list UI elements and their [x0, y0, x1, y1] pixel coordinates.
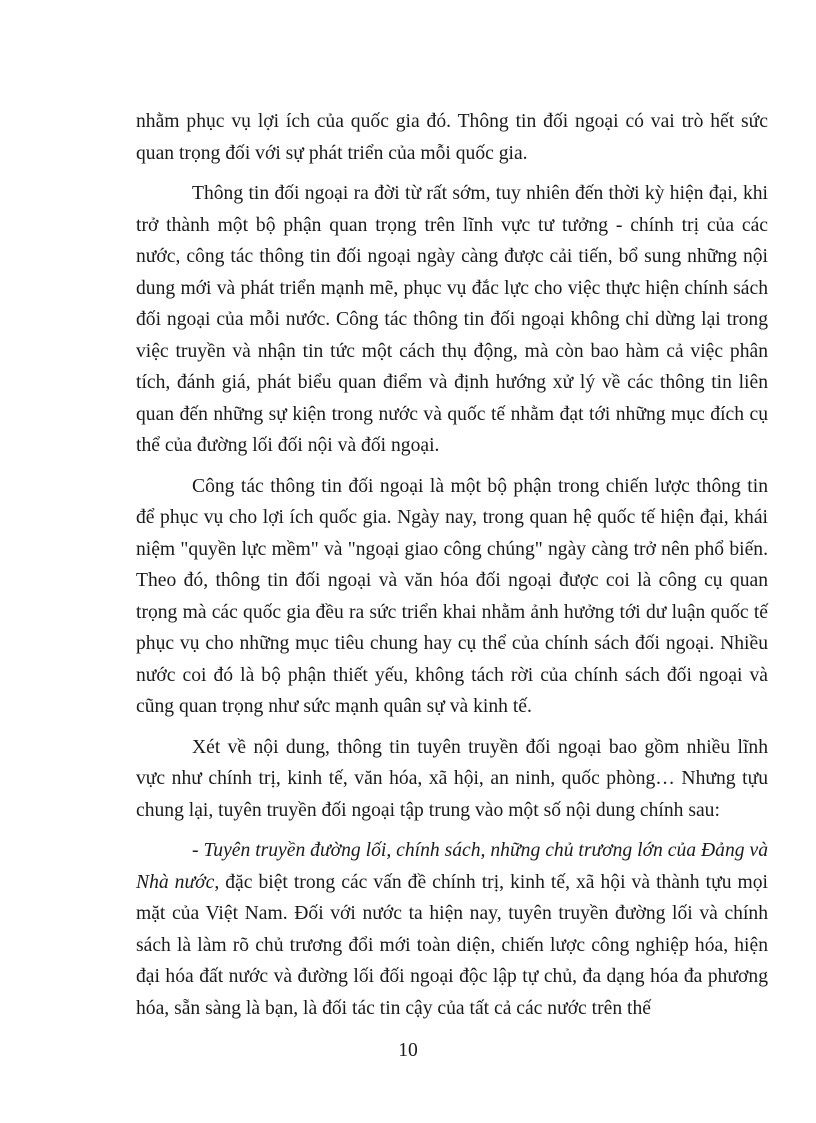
body-text: [136, 106, 768, 1024]
paragraph-4: Xét về nội dung, thông tin tuyên truyền đối ngoại bao gồm nhiều lĩnh vực như chính trị, kinh tế, văn hóa, xã hội, an ninh, quốc phòng… Nhưng tựu chung lại, tuyên truyền đối ngoại tập trung vào một số nội dung chính sau:: [136, 736, 768, 821]
paragraph-5-text: , đặc biệt trong các vấn đề chính trị, kinh tế, xã hội và thành tựu mọi mặt của Việt Nam. Đối với nước ta hiện nay, tuyên truyền đường lối và chính sách là làm rõ chủ trương đổi mới toàn diện, chiến lược công nghiệp hóa, hiện đại hóa đất nước và đường lối đối ngoại độc lập tự chủ, đa dạng hóa đa phương hóa, sẵn sàng là bạn, là đối tác tin cậy của tất cả các nước trên thế: [136, 871, 768, 1019]
paragraph-2: Thông tin đối ngoại ra đời từ rất sớm, tuy nhiên đến thời kỳ hiện đại, khi trở thành một bộ phận quan trọng trên lĩnh vực tư tưởng - chính trị của các nước, công tác thông tin đối ngoại ngày càng được cải tiến, bổ sung những nội dung mới và phát triển mạnh mẽ, phục vụ đắc lực cho việc thực hiện chính sách đối ngoại của mỗi nước. Công tác thông tin đối ngoại không chỉ dừng lại trong việc truyền và nhận tin tức một cách thụ động, mà còn bao hàm cả việc phân tích, đánh giá, phát biểu quan điểm và định hướng xử lý về các thông tin liên quan đến những sự kiện trong nước và quốc tế nhằm đạt tới những mục đích cụ thể của đường lối đối nội và đối ngoại.: [136, 183, 768, 456]
page-number: 10: [398, 1040, 418, 1061]
paragraph-5-italic-lead: - Tuyên truyền đường lối, chính sách, những chủ trương lớn của Đảng và Nhà nước: [136, 840, 768, 893]
paragraph-3: Công tác thông tin đối ngoại là một bộ phận trong chiến lược thông tin để phục vụ cho lợi ích quốc gia. Ngày nay, trong quan hệ quốc tế hiện đại, khái niệm "quyền lực mềm" và "ngoại giao công chúng" ngày càng trở nên phổ biến. Theo đó, thông tin đối ngoại và văn hóa đối ngoại được coi là công cụ quan trọng mà các quốc gia đều ra sức triển khai nhằm ảnh hưởng tới dư luận quốc tế phục vụ cho những mục tiêu chung hay cụ thể của chính sách đối ngoại. Nhiều nước coi đó là bộ phận thiết yếu, không tách rời của chính sách đối ngoại và cũng quan trọng như sức mạnh quân sự và kinh tế.: [136, 475, 768, 717]
paragraph-5: [136, 835, 768, 1024]
paragraph-1: nhằm phục vụ lợi ích của quốc gia đó. Thông tin đối ngoại có vai trò hết sức quan trọng đối với sự phát triển của mỗi quốc gia.: [136, 111, 768, 164]
